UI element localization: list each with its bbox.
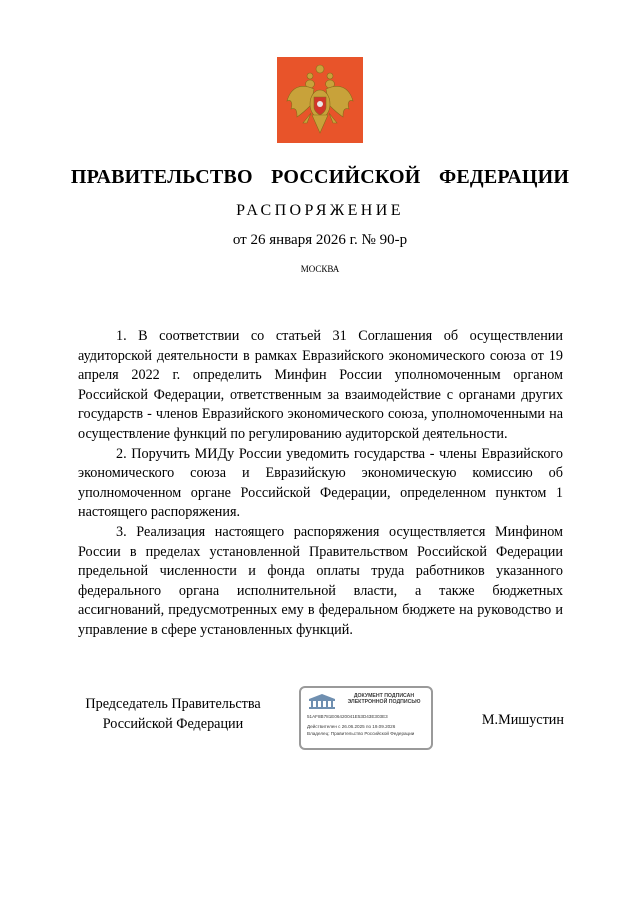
coat-of-arms-emblem	[277, 57, 363, 143]
paragraph-1: 1. В соответствии со статьей 31 Соглашения об осуществлении аудиторской деятельности в рамках Евразийского экономического союза от 19 апреля 2022 г. определить Минфин России уполномоченным органом Российской Федерации, ответственным за взаимодействие с органами других государств - членов Евразийского экономического союза, уполномоченными на осуществление функций по регулированию аудиторской деятельности.	[78, 328, 563, 442]
electronic-signature-stamp	[299, 686, 433, 750]
paragraph-2: 2. Поручить МИДу России уведомить государства - члены Евразийского экономического союза и Евразийскую экономическую комиссию об уполномоченном органе Российской Федерации, определенном пунктом 1 настоящего распоряжения.	[78, 445, 563, 521]
document-type: РАСПОРЯЖЕНИЕ	[236, 202, 404, 219]
stamp-validity: Действителен с 26.06.2025 по 19.09.2026	[307, 724, 396, 729]
signatory-name: М.Мишустин	[481, 712, 564, 728]
signatory-position	[78, 695, 268, 734]
signatory-position-line2: Российской Федерации	[102, 715, 244, 732]
government-building-icon	[307, 693, 337, 709]
coat-of-arms-icon	[277, 57, 363, 143]
stamp-title-line2: ЭЛЕКТРОННОЙ ПОДПИСЬЮ	[347, 699, 421, 706]
signatory-position-line1: Председатель Правительства	[85, 696, 261, 712]
stamp-owner: Владелец: Правительство Российской Федерации	[307, 731, 415, 736]
stamp-title-line1: ДОКУМЕНТ ПОДПИСАН	[353, 693, 415, 699]
stamp-title	[339, 693, 429, 705]
city-label: МОСКВА	[300, 264, 340, 274]
document-date-number: от 26 января 2026 г. № 90-р	[232, 232, 408, 248]
stamp-certificate: 51AF8B781E06420041E53D43E303E3	[307, 714, 388, 719]
paragraph-3: 3. Реализация настоящего распоряжения осуществляется Минфином России в пределах установленной Правительством Российской Федерации предельной численности и фонда оплаты труда работников указанного федерального органа исполнительной власти, а также бюджетных ассигнований, предусмотренных ему в федеральном бюджете на руководство и управление в сфере установленных функций.	[78, 523, 563, 638]
organization-title: ПРАВИТЕЛЬСТВО РОССИЙСКОЙ ФЕДЕРАЦИИ	[70, 166, 570, 188]
document-body	[78, 327, 563, 641]
